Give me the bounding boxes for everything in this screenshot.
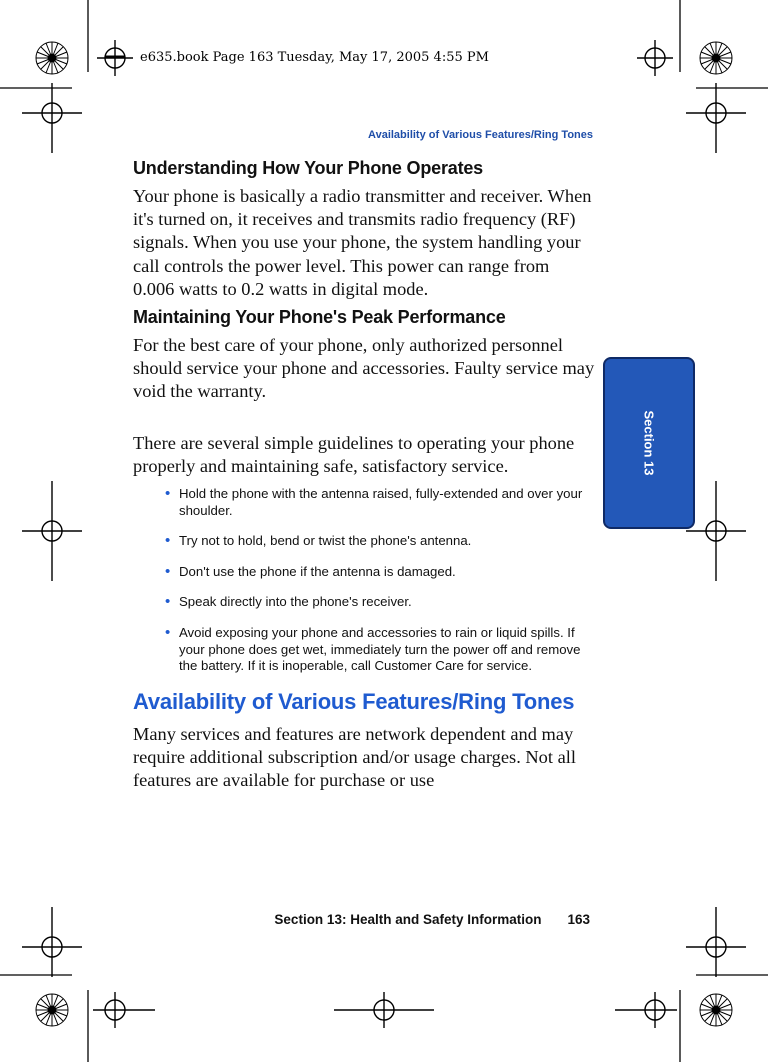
page-footer [274, 912, 590, 927]
paragraph-service: For the best care of your phone, only authorized personnel should service your phone and accessories. Faulty service may void the warranty. [133, 335, 595, 402]
paragraph-guidelines: There are several simple guidelines to operating your phone properly and maintaining safe, satisfactory service. [133, 432, 575, 476]
list-item: • Don't use the phone if the antenna is damaged. [165, 562, 456, 580]
section-tab-label: Section 13 [641, 410, 657, 476]
heading-availability: Availability of Various Features/Ring Tones [133, 688, 575, 714]
bullet-icon: • [165, 624, 171, 641]
page-number: 163 [567, 912, 590, 927]
bullet-icon: • [165, 485, 171, 503]
section-tab [603, 357, 695, 529]
footer-section-title: Section 13: Health and Safety Information [274, 912, 542, 927]
heading-understanding-operation: Understanding How Your Phone Operates [133, 158, 483, 178]
list-item: • Avoid exposing your phone and accessories to rain or liquid spills. If your phone does get wet, immediately turn the power off and remove the battery. If it is inoperable, call Customer Care for service. [165, 624, 581, 674]
bullet-icon: • [165, 593, 171, 611]
bullet-icon: • [165, 562, 171, 580]
guidelines-list [133, 486, 595, 675]
print-info-slug: e635.book Page 163 Tuesday, May 17, 2005 4:55 PM [140, 50, 489, 65]
paragraph-operation: Your phone is basically a radio transmitter and receiver. When it's turned on, it receives and transmits radio frequency (RF) signals. When you use your phone, the system handling your call controls the power level. This power can range from 0.006 watts to 0.2 watts in digital mode. [133, 186, 592, 299]
bullet-icon: • [165, 532, 171, 550]
running-header: Availability of Various Features/Ring Tones [368, 129, 593, 141]
list-item: • Speak directly into the phone's receiver. [165, 593, 412, 611]
main-content [133, 158, 595, 798]
list-item: • Hold the phone with the antenna raised, fully-extended and over your shoulder. [165, 485, 583, 518]
heading-peak-performance: Maintaining Your Phone's Peak Performance [133, 307, 506, 328]
list-item: • Try not to hold, bend or twist the phone's antenna. [165, 532, 472, 550]
paragraph-availability: Many services and features are network dependent and may require additional subscription and/or usage charges. Not all features are available for purchase or use [133, 723, 576, 791]
